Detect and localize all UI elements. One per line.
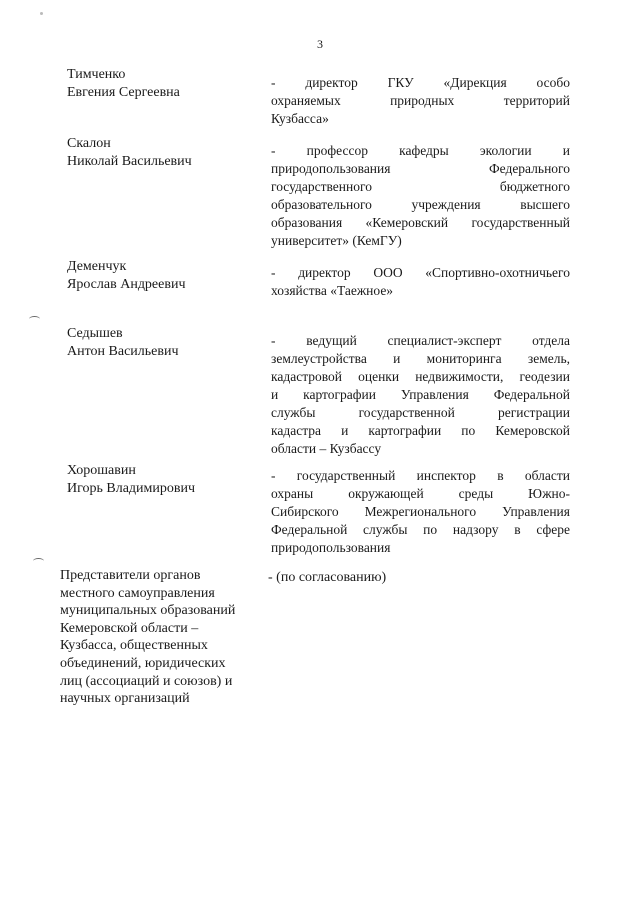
role-line: хозяйства «Таежное» [271, 283, 394, 298]
member-role [271, 74, 570, 128]
member-given-names: Ярослав Андреевич [67, 277, 186, 292]
role-line: кадастровой оценки недвижимости, геодезии [271, 369, 570, 384]
member-name [67, 258, 186, 294]
member-name [67, 462, 195, 498]
role-line: - директор ООО «Спортивно-охотничьего [271, 265, 570, 280]
representatives-line: объединений, юридических [60, 655, 226, 671]
role-line: - государственный инспектор в области [271, 468, 570, 483]
role-line: охраняемых природных территорий [271, 93, 570, 108]
representatives-line: муниципальных образований [60, 603, 236, 619]
role-line: Сибирского Межрегионального Управления [271, 504, 570, 519]
representatives-line: научных организаций [60, 691, 190, 707]
role-line: Федеральной службы по надзору в сфере [271, 522, 570, 537]
role-line: университет» (КемГУ) [271, 233, 402, 248]
role-line: Кузбасса» [271, 111, 329, 126]
role-line: землеустройства и мониторинга земель, [271, 351, 570, 366]
member-surname: Хорошавин [67, 463, 136, 478]
member-name [67, 135, 192, 171]
member-given-names: Евгения Сергеевна [67, 85, 180, 100]
member-given-names: Антон Васильевич [67, 344, 179, 359]
role-line: кадастра и картографии по Кемеровской [271, 423, 570, 438]
representatives-line: Кузбасса, общественных [60, 638, 208, 654]
role-line: природопользования [271, 540, 391, 555]
scan-speck [40, 12, 43, 15]
member-role [271, 264, 570, 300]
role-line: - директор ГКУ «Дирекция особо [271, 75, 570, 90]
role-line: - профессор кафедры экологии и [271, 143, 570, 158]
role-line: государственного бюджетного [271, 179, 570, 194]
member-given-names: Игорь Владимирович [67, 481, 196, 496]
role-line: природопользования Федерального [271, 161, 570, 176]
margin-tick-mark [33, 558, 44, 564]
member-surname: Седышев [67, 326, 123, 341]
role-line: области – Кузбассу [271, 441, 382, 456]
role-line: образования «Кемеровский государственный [271, 215, 570, 230]
member-role [271, 467, 570, 557]
representatives-line: лиц (ассоциаций и союзов) и [60, 673, 233, 689]
margin-tick-mark [29, 316, 40, 322]
member-surname: Тимченко [67, 67, 126, 82]
member-name [67, 66, 180, 102]
member-surname: Скалон [67, 136, 111, 151]
role-line: службы государственной регистрации [271, 405, 570, 420]
member-role [271, 142, 570, 250]
member-role [271, 332, 570, 458]
role-line: - ведущий специалист-эксперт отдела [271, 333, 570, 348]
role-line: образовательного учреждения высшего [271, 197, 570, 212]
representatives-block [60, 567, 260, 708]
member-given-names: Николай Васильевич [67, 154, 192, 169]
role-line: охраны окружающей среды Южно- [271, 486, 570, 501]
page-number: 3 [317, 37, 323, 51]
member-name [67, 325, 179, 361]
representatives-line: Кемеровской области – [60, 620, 199, 636]
role-line: и картографии Управления Федеральной [271, 387, 570, 402]
representatives-line: Представители органов [60, 568, 201, 583]
representatives-line: местного самоуправления [60, 585, 215, 601]
agreement-note: - (по согласованию) [268, 570, 387, 585]
member-surname: Деменчук [67, 259, 127, 274]
